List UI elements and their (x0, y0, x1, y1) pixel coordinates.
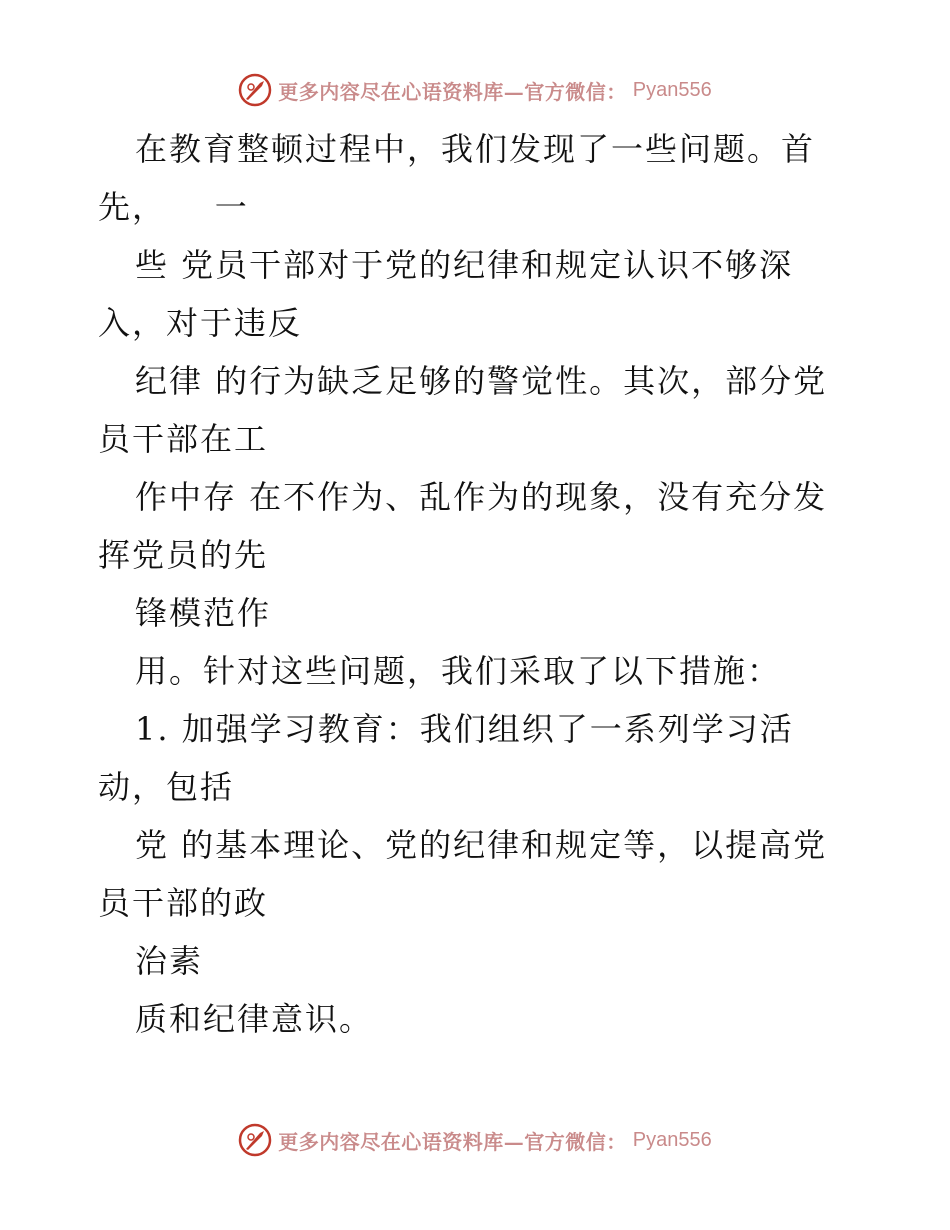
quill-logo-icon (238, 1123, 272, 1157)
paragraph-line: 入，对于违反 (98, 304, 303, 342)
paragraph-line: 些 党员干部对于党的纪律和规定认识不够深 (135, 246, 794, 284)
paragraph-line: 锋模范作 (135, 594, 272, 632)
footer-watermark (0, 1120, 950, 1160)
paragraph-line: 质和纪律意识。 (135, 1000, 374, 1038)
watermark-id: Pyan556 (632, 1128, 712, 1151)
paragraph-line: 党 的基本理论、党的纪律和规定等，以提高党 (135, 826, 828, 864)
watermark-id: Pyan556 (632, 78, 712, 101)
paragraph-line: 员干部的政 (98, 884, 269, 922)
paragraph-line: 用。针对这些问题，我们采取了以下措施： (135, 652, 782, 690)
paragraph-line: 治素 (135, 942, 204, 980)
paragraph-line: 挥党员的先 (98, 536, 269, 574)
watermark-text: 更多内容尽在心语资料库—官方微信： (278, 79, 627, 104)
header-watermark (0, 70, 950, 110)
watermark-text: 更多内容尽在心语资料库—官方微信： (278, 1129, 627, 1154)
paragraph-line: 在教育整顿过程中，我们发现了一些问题。首 (135, 130, 816, 168)
paragraph-line: 纪律 的行为缺乏足够的警觉性。其次，部分党 (135, 362, 828, 400)
paragraph-line: 员干部在工 (98, 420, 269, 458)
paragraph-line: 动，包括 (98, 768, 235, 806)
paragraph-line: 先， 一 (98, 188, 249, 226)
paragraph-line: 作中存 在不作为、乱作为的现象，没有充分发 (135, 478, 828, 516)
paragraph-line: 1. 加强学习教育：我们组织了一系列学习活 (135, 710, 794, 748)
quill-logo-icon (238, 73, 272, 107)
document-body (98, 120, 838, 1048)
